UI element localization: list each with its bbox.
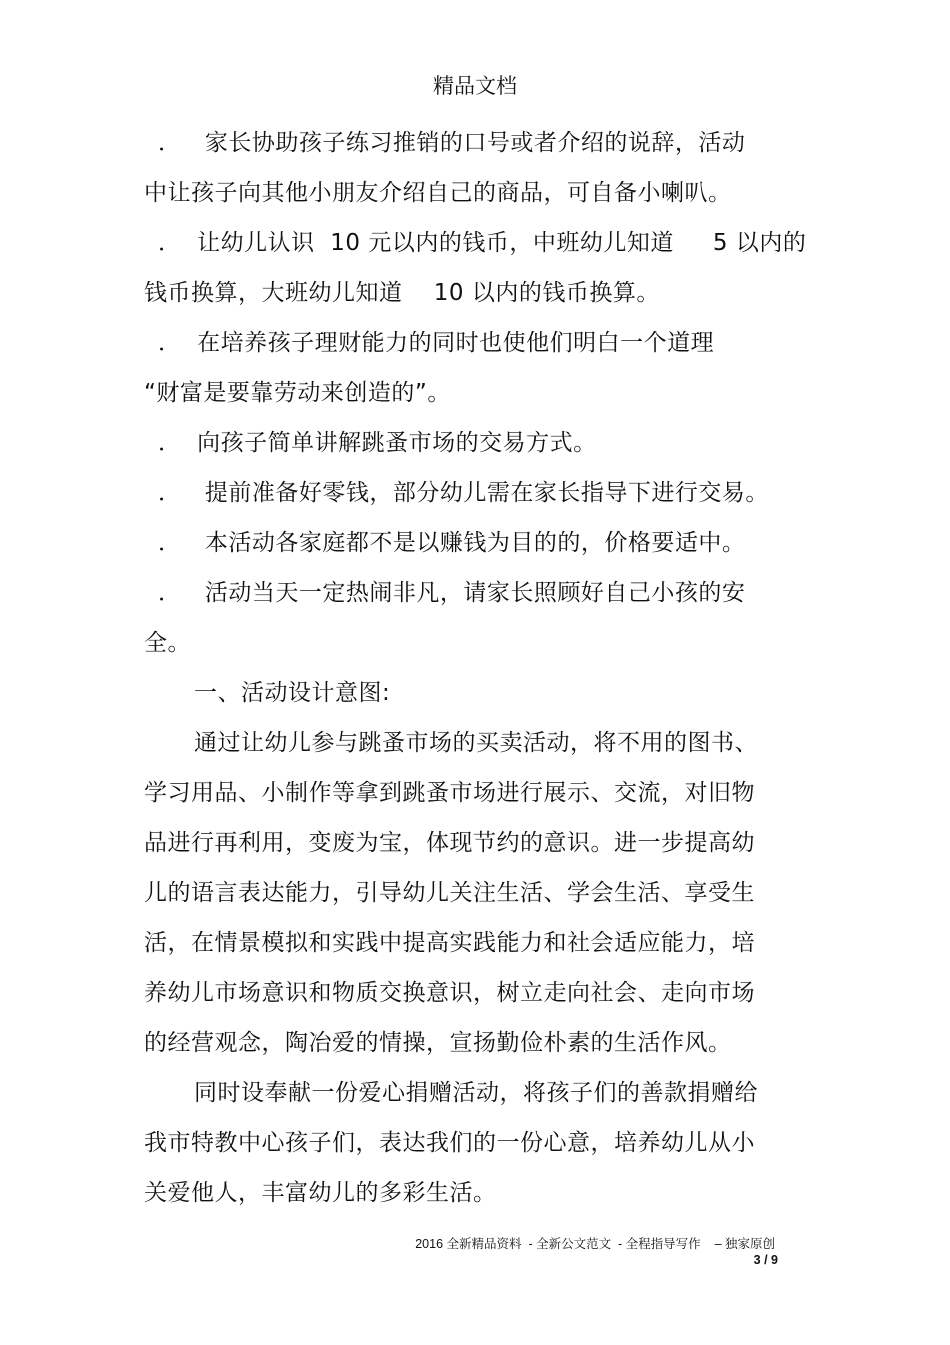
paragraph-2-line-1: 同时设奉献一份爱心捐赠活动，将孩子们的善款捐赠给: [194, 1080, 758, 1106]
bullet-line-4: ． 向孩子简单讲解跳蚤市场的交易方式。: [158, 430, 597, 456]
paragraph-1-line-5: 活，在情景模拟和实践中提高实践能力和社会适应能力，培: [144, 930, 755, 956]
section-heading: 一、活动设计意图:: [194, 680, 391, 706]
bullet-line-5: ． 提前准备好零钱，部分幼儿需在家长指导下进行交易。: [158, 480, 769, 506]
bullet-line-7b: 全。: [144, 630, 191, 656]
bullet-line-7a: ． 活动当天一定热闹非凡，请家长照顾好自己小孩的安: [158, 580, 746, 606]
bullet-line-6: ． 本活动各家庭都不是以赚钱为目的的，价格要适中。: [158, 530, 746, 556]
footer-page-number: 3 / 9: [753, 1253, 778, 1267]
bullet-line-2a: ． 让幼儿认识 10 元以内的钱币，中班幼儿知道 5 以内的: [158, 230, 807, 256]
paragraph-1-line-1: 通过让幼儿参与跳蚤市场的买卖活动，将不用的图书、: [194, 730, 758, 756]
bullet-line-3a: ． 在培养孩子理财能力的同时也使他们明白一个道理: [158, 330, 715, 356]
paragraph-1-line-7: 的经营观念，陶冶爱的情操，宣扬勤俭朴素的生活作风。: [144, 1030, 732, 1056]
paragraph-2-line-2: 我市特教中心孩子们，表达我们的一份心意，培养幼儿从小: [144, 1130, 755, 1156]
paragraph-1-line-6: 养幼儿市场意识和物质交换意识，树立走向社会、走向市场: [144, 980, 755, 1006]
paragraph-1-line-3: 品进行再利用，变废为宝，体现节约的意识。进一步提高幼: [144, 830, 755, 856]
footer-tagline: 2016 全新精品资料 - 全新公文范文 - 全程指导写作 – 独家原创: [415, 1237, 775, 1251]
page-header-title: 精品文档: [433, 74, 517, 98]
bullet-line-3b: “财富是要靠劳动来创造的”。: [144, 380, 451, 406]
paragraph-2-line-3: 关爱他人，丰富幼儿的多彩生活。: [144, 1180, 497, 1206]
bullet-line-1a: ． 家长协助孩子练习推销的口号或者介绍的说辞，活动: [158, 130, 746, 156]
paragraph-1-line-4: 儿的语言表达能力，引导幼儿关注生活、学会生活、享受生: [144, 880, 755, 906]
bullet-line-2b: 钱币换算，大班幼儿知道 10 以内的钱币换算。: [144, 280, 660, 306]
bullet-line-1b: 中让孩子向其他小朋友介绍自己的商品，可自备小喇叭。: [144, 180, 732, 206]
paragraph-1-line-2: 学习用品、小制作等拿到跳蚤市场进行展示、交流，对旧物: [144, 780, 755, 806]
